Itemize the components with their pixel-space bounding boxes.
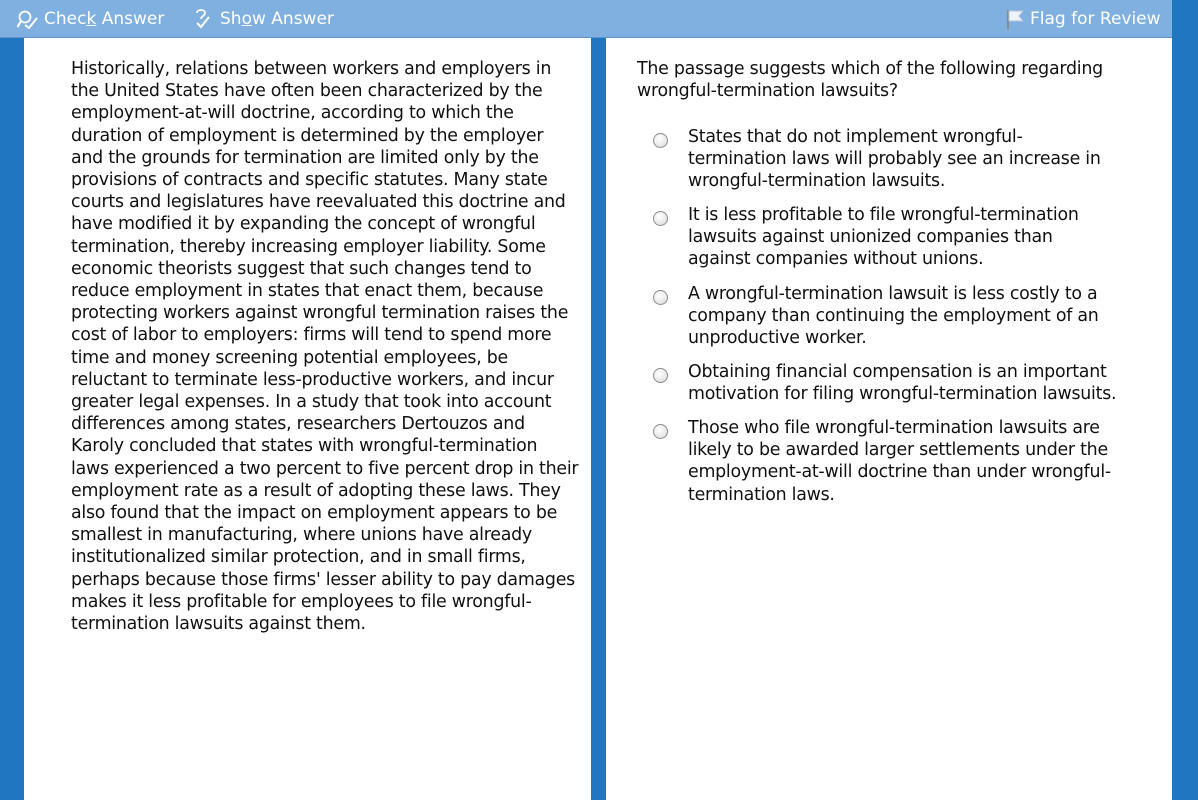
check-answer-button[interactable] xyxy=(16,7,164,31)
show-answer-button[interactable] xyxy=(192,7,334,31)
panel-divider[interactable] xyxy=(591,38,606,800)
answer-option-e[interactable] xyxy=(653,417,1123,506)
show-answer-icon xyxy=(192,9,214,29)
right-border-strip xyxy=(1172,0,1198,800)
answer-option-b-radio[interactable] xyxy=(653,211,668,226)
answer-option-b-text: It is less profitable to file wrongful-termination lawsuits against unionized companies than against companies without unions. xyxy=(688,205,1079,270)
answer-option-e-text: Those who file wrongful-termination lawsuits are likely to be awarded larger settlements under the employment-at-will doctrine than under wrongful-termination laws. xyxy=(688,418,1111,505)
flag-for-review-button[interactable] xyxy=(1004,7,1161,31)
answer-option-c-text: A wrongful-termination lawsuit is less costly to a company than continuing the employment of an unproductive worker. xyxy=(688,284,1099,349)
answer-option-a-text: States that do not implement wrongful-termination laws will probably see an increase in wrongful-termination lawsuits. xyxy=(688,127,1101,192)
question-stem: The passage suggests which of the following regarding wrongful-termination lawsuits? xyxy=(637,59,1103,102)
answer-option-c-radio[interactable] xyxy=(653,290,668,305)
answer-option-d-text: Obtaining financial compensation is an important motivation for filing wrongful-termination lawsuits. xyxy=(688,362,1117,405)
toolbar xyxy=(0,0,1172,38)
check-answer-icon xyxy=(16,9,38,29)
answer-option-a[interactable] xyxy=(653,126,1123,193)
reading-passage: Historically, relations between workers and employers in the United States have often been characterized by the employment-at-will doctrine, according to which the duration of employment is determined by the employer and the grounds for termination are limited only by the provisions of contracts and specific statutes. Many state courts and legislatures have reevaluated this doctrine and have modified it by expanding the concept of wrongful termination, thereby increasing employer liability. Some economic theorists suggest that such changes tend to reduce employment in states that enact them, because protecting workers against wrongful termination raises the cost of labor to employers: firms will tend to spend more time and money screening potential employees, be reluctant to terminate less-productive workers, and incur greater legal expenses. In a study that took into account differences among states, researchers Dertouzos and Karoly concluded that states with wrongful-termination laws experienced a two percent to five percent drop in their employment rate as a result of adopting these laws. They also found that the impact on employment appears to be smallest in manufacturing, where unions have already institutionalized similar protection, and in small firms, perhaps because those firms' lesser ability to pay damages makes it less profitable for employees to file wrongful-termination lawsuits against them. xyxy=(71,59,579,635)
answer-option-d-radio[interactable] xyxy=(653,368,668,383)
show-answer-label: Show Answer xyxy=(220,9,334,29)
answer-option-c[interactable] xyxy=(653,283,1123,350)
answer-option-b[interactable] xyxy=(653,204,1123,271)
left-panel-border xyxy=(0,38,24,800)
check-answer-label: Check Answer xyxy=(44,9,165,29)
answer-option-a-radio[interactable] xyxy=(653,133,668,148)
flag-icon xyxy=(1004,8,1026,30)
answer-option-d[interactable] xyxy=(653,361,1123,405)
flag-for-review-label: Flag for Review xyxy=(1030,9,1161,29)
answer-option-e-radio[interactable] xyxy=(653,424,668,439)
